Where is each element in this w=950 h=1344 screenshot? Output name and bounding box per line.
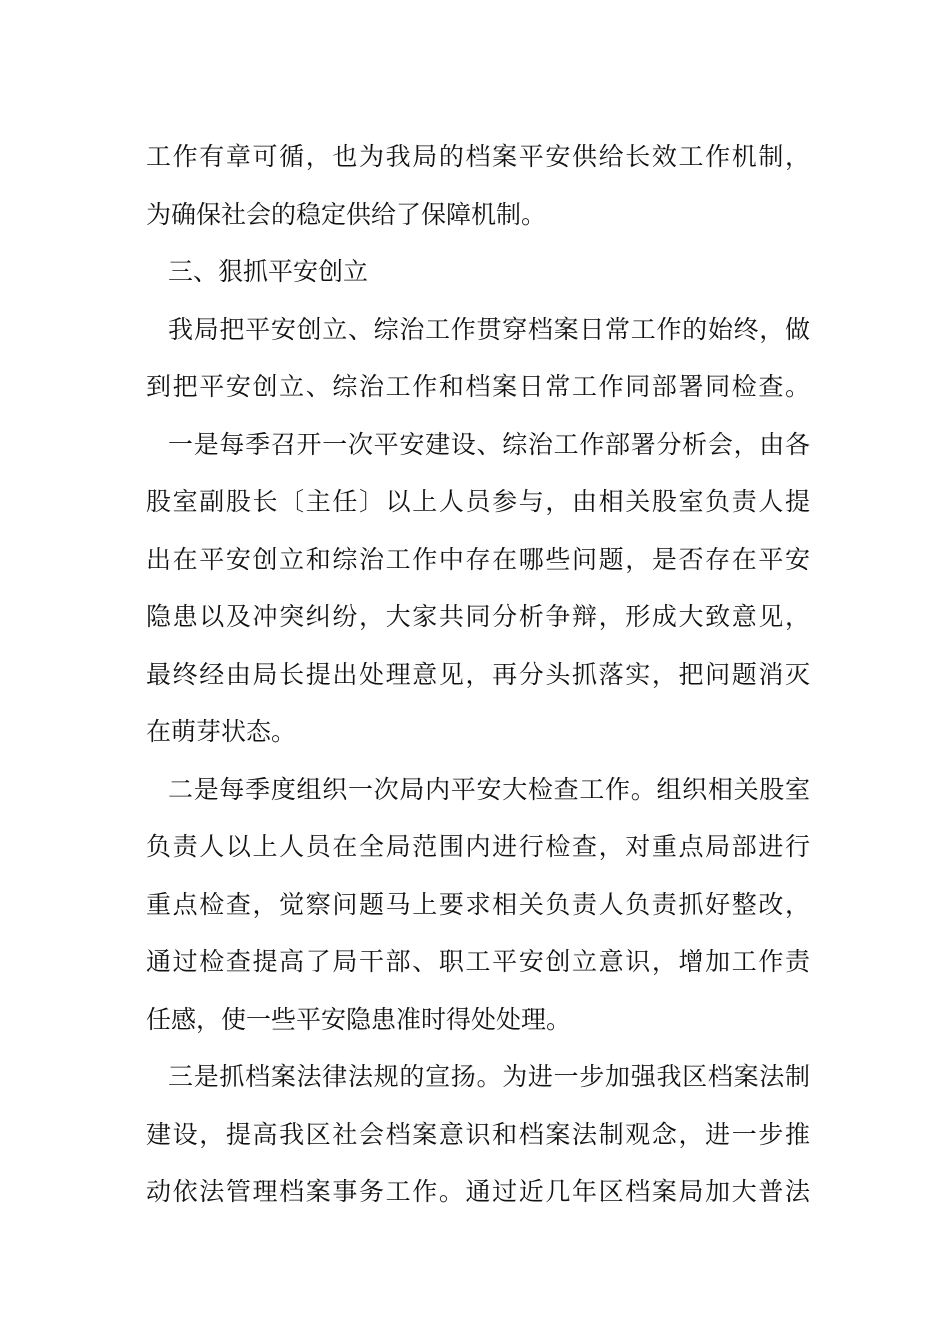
text-line: 三是抓档案法律法规的宣扬。为进一步加强我区档案法制 bbox=[168, 1062, 810, 1091]
text-line: 一是每季召开一次平安建设、综治工作部署分析会，由各 bbox=[168, 429, 810, 459]
text-line: 工作有章可循，也为我局的档案平安供给长效工作机制， bbox=[146, 142, 810, 171]
text-line: 隐患以及冲突纠纷，大家共同分析争辩，形成大致意见， bbox=[146, 602, 810, 631]
text-line: 建设，提高我区社会档案意识和档案法制观念，进一步推 bbox=[146, 1119, 810, 1149]
text-line: 出在平安创立和综治工作中存在哪些问题，是否存在平安 bbox=[146, 544, 810, 574]
text-line: 重点检查，觉察问题马上要求相关负责人负责抓好整改， bbox=[146, 889, 810, 919]
text-line: 股室副股长〔主任〕以上人员参与，由相关股室负责人提 bbox=[146, 487, 810, 516]
text-line: 到把平安创立、综治工作和档案日常工作同部署同检查。 bbox=[146, 372, 810, 401]
section-heading: 三、狠抓平安创立 bbox=[168, 257, 369, 286]
text-line: 为确保社会的稳定供给了保障机制。 bbox=[146, 199, 547, 229]
text-line: 我局把平安创立、综治工作贯穿档案日常工作的始终，做 bbox=[168, 314, 810, 344]
text-line: 通过检查提高了局干部、职工平安创立意识，增加工作责 bbox=[146, 947, 810, 976]
text-line: 在萌芽状态。 bbox=[146, 717, 297, 746]
document-body bbox=[146, 128, 810, 1221]
text-line: 最终经由局长提出处理意见，再分头抓落实，把问题消灭 bbox=[146, 659, 810, 689]
text-line: 二是每季度组织一次局内平安大检查工作。组织相关股室 bbox=[168, 774, 810, 804]
text-line: 任感，使一些平安隐患准时得处处理。 bbox=[146, 1004, 572, 1034]
text-line: 负责人以上人员在全局范围内进行检查，对重点局部进行 bbox=[146, 832, 810, 861]
text-line: 动依法管理档案事务工作。通过近几年区档案局加大普法 bbox=[146, 1177, 810, 1206]
